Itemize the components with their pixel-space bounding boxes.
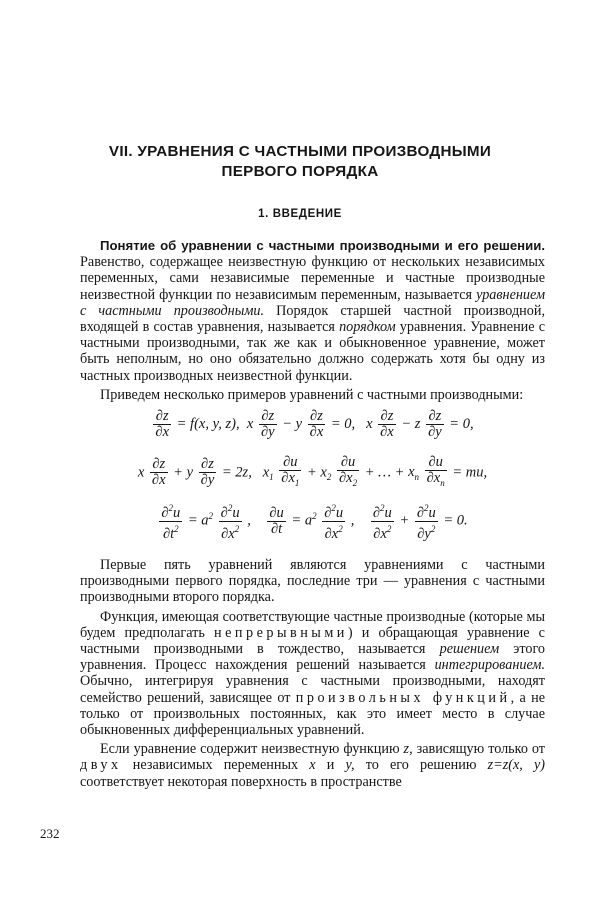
paragraph-definition (80, 238, 545, 384)
variable-italic: z=z(x, y) (487, 757, 545, 774)
body-text (80, 238, 545, 793)
paragraph-orders: Первые пять уравнений являются уравнениями с частными производными первого порядка, последние три — уравнения с частными производными второго порядка. (80, 557, 545, 606)
equation-row-3: $\frac{\partial^2u}{\partial t^2}$ = $a^2$ $\frac{\partial^2u}{\partial x^2}$ , $\frac{\partial u}{\partial t}$ = $a^2$ $\frac{\partial^2u}{\partial x^2}$ , $\frac{\partial^2u}{\partial x^2}$ + $\frac{\partial^2u}{\partial y^2}$ = 0. (161, 503, 468, 542)
text-span: Обычно, интегрируя уравнения с частными производными, находят семейство решений, зависящее от (80, 673, 545, 706)
text-span: Равенство, содержащее неизвестную функцию от нескольких независимых переменных, сами независимые переменные и частные производные неизвестной функции по независимым переменным, называется (80, 254, 545, 303)
text-span: и (315, 757, 346, 774)
variable-italic: z, (403, 741, 413, 758)
text-span: уравнения. Уравнение с частными производными, так же как и обыкновенное уравнение, может быть неполным, но оно обязательно должно содержать хотя бы одну из частных производных неизвестной функции. (80, 319, 546, 384)
equation-row-2: x $\frac{\partial z}{\partial x}$ + y $\frac{\partial z}{\partial y}$ = 2z, $x_1$ $\frac{\partial u}{\partial x_1}$ + $x_2$ $\frac{\partial u}{\partial x_2}$ + … + $x_n$ $\frac{\partial u}{\partial x_n}$ = mu, (137, 454, 488, 489)
text-span: то его решению (354, 757, 488, 774)
text-span: соответствует некоторая поверхность в пространстве (80, 773, 402, 790)
paragraph-examples-intro: Приведем несколько примеров уравнений с частными производными: (100, 386, 524, 403)
paragraph-surface (80, 741, 545, 790)
paragraph-heading: Понятие об уравнении с частными производными и его решении. (100, 238, 545, 253)
variable-italic: y, (345, 757, 355, 774)
text-span: ) и обращающая уравнение с частными производными в тождество, называется (80, 624, 545, 658)
text-span: Если уравнение содержит неизвестную функцию (100, 741, 404, 758)
text-span: Порядок старшей частной производной, входящей в состав уравнения, называется (80, 302, 545, 336)
term-italic: уравнением с частными производными. (80, 286, 545, 319)
chapter-title-line-2: ПЕРВОГО ПОРЯДКА (221, 163, 379, 180)
text-span: этого уравнения. Процесс нахождения решений называется (80, 641, 545, 674)
text-span: независимых переменных (121, 757, 310, 774)
equation-row-1: $\frac{\partial z}{\partial x}$ = f(x, y, z), x $\frac{\partial z}{\partial y}$ − y $\frac{\partial z}{\partial x}$ = 0, x $\frac{\partial z}{\partial x}$ − z $\frac{\partial z}{\partial y}$ = 0, (155, 408, 474, 441)
chapter-title-line-1: VII. УРАВНЕНИЯ С ЧАСТНЫМИ ПРОИЗВОДНЫМИ (108, 143, 492, 160)
section-title: 1. ВВЕДЕНИЕ (258, 208, 342, 220)
text-span: зависящую только от (412, 741, 545, 758)
term-italic: порядком (339, 319, 396, 336)
page-number: 232 (40, 826, 60, 841)
chapter-title (40, 142, 560, 182)
spaced-emphasis: произвольных функций (295, 689, 511, 706)
term-italic: решением (439, 641, 500, 658)
spaced-emphasis: непрерывными (214, 624, 348, 641)
spaced-emphasis: двух (80, 757, 122, 774)
term-italic: интегрированием. (434, 657, 545, 674)
text-span: , а не только от произвольных постоянных, как это имеет место в случае обыкновенных дифференциальных уравнений. (80, 689, 545, 739)
paragraph-solution (80, 609, 545, 739)
equations-block (80, 409, 545, 547)
text-span: Функция, имеющая соответствующие частные производные (которые мы будем предполагать (80, 608, 545, 641)
variable-italic: x (309, 757, 316, 774)
